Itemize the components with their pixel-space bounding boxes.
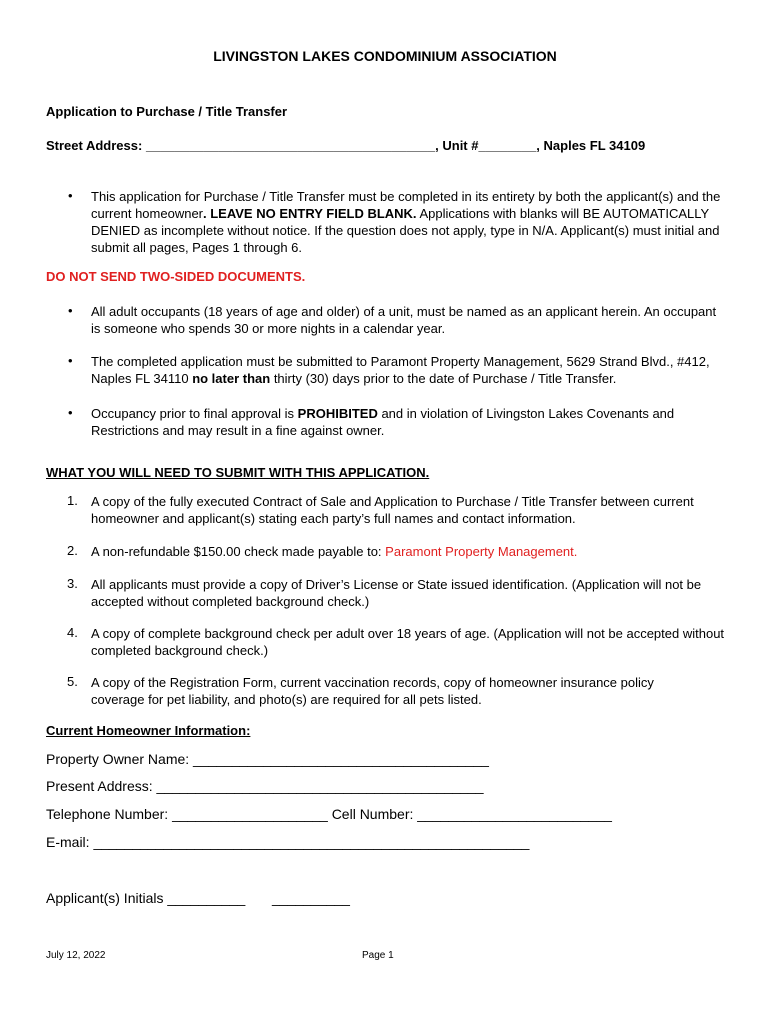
submission-text-1: The completed application must be submitted to Paramont Property Management, 5629 Strand Blvd., #412, Naples FL 34110 (91, 354, 710, 386)
item-number: 1. (67, 493, 78, 508)
applicant-initials-field[interactable]: Applicant(s) Initials __________ (46, 890, 246, 906)
occupants-bullet: All adult occupants (18 years of age and older) of a unit, must be named as an applicant herein. An occupant is someone who spends 30 or more nights in a calendar year. (91, 304, 717, 336)
email-field[interactable]: E-mail: ________________________________________________________ (46, 834, 530, 850)
document-title: LIVINGSTON LAKES CONDOMINIUM ASSOCIATION (213, 48, 557, 64)
occupancy-text-1: Occupancy prior to final approval is (91, 406, 298, 421)
bullet-icon: • (68, 188, 73, 203)
item-number: 3. (67, 576, 78, 591)
phone-field[interactable]: Telephone Number: ____________________ Cell Number: _________________________ (46, 806, 612, 822)
owner-name-field[interactable]: Property Owner Name: ______________________________________ (46, 751, 489, 767)
check-text: A non-refundable $150.00 check made payable to: (91, 544, 386, 559)
item-number: 2. (67, 543, 78, 558)
pets-item: A copy of the Registration Form, current vaccination records, copy of homeowner insurance policy coverage for pet liability, and photo(s) are required for all pets listed. (91, 675, 654, 707)
submission-text-bold: no later than (192, 371, 271, 386)
submission-text-2: thirty (30) days prior to the date of Purchase / Title Transfer. (270, 371, 617, 386)
two-sided-warning: DO NOT SEND TWO-SIDED DOCUMENTS. (46, 269, 306, 284)
street-address-field[interactable]: Street Address: ________________________________________, Unit #________, Naples FL 34109 (46, 138, 646, 153)
occupancy-text-2: and in violation of Livingston Lakes Covenants and Restrictions and may result in a fine against owner. (91, 406, 675, 438)
license-item: All applicants must provide a copy of Driver’s License or State issued identification. (Application will not be accepted without completed background check.) (91, 577, 702, 609)
intro-text-3: Applications with blanks will BE AUTOMATICALLY DENIED as incomplete without notice. If the question does not apply, type in N/A. Applicant(s) must initial and submit all pages, Pages 1 through 6. (91, 206, 720, 255)
background-item: A copy of complete background check per adult over 18 years of age. (Application will not be accepted without completed background check.) (91, 626, 725, 658)
applicant-initials-field-2[interactable]: __________ (272, 890, 350, 906)
bullet-icon: • (68, 405, 73, 420)
intro-paragraph (91, 188, 721, 256)
intro-text-bold: . LEAVE NO ENTRY FIELD BLANK. (203, 206, 417, 221)
check-item (91, 543, 731, 560)
present-address-field[interactable]: Present Address: __________________________________________ (46, 778, 484, 794)
footer-date: July 12, 2022 (46, 950, 106, 961)
bullet-icon: • (68, 303, 73, 318)
submit-heading: WHAT YOU WILL NEED TO SUBMIT WITH THIS APPLICATION. (46, 465, 430, 480)
intro-text-1: This application for Purchase / Title Transfer must be completed in its entirety by both the applicant(s) and the current homeowner (91, 189, 721, 221)
occupancy-text-bold: PROHIBITED (297, 406, 378, 421)
contract-item: A copy of the fully executed Contract of Sale and Application to Purchase / Title Transfer between current homeowner and applicant(s) stating each party’s full names and contact information. (91, 494, 694, 526)
page-number: Page 1 (362, 950, 394, 961)
item-number: 4. (67, 625, 78, 640)
submission-bullet (91, 353, 731, 387)
form-subtitle: Application to Purchase / Title Transfer (46, 104, 288, 119)
homeowner-heading: Current Homeowner Information: (46, 723, 251, 738)
item-number: 5. (67, 674, 78, 689)
bullet-icon: • (68, 353, 73, 368)
payee-text: Paramont Property Management. (385, 544, 578, 559)
occupancy-bullet (91, 405, 731, 439)
